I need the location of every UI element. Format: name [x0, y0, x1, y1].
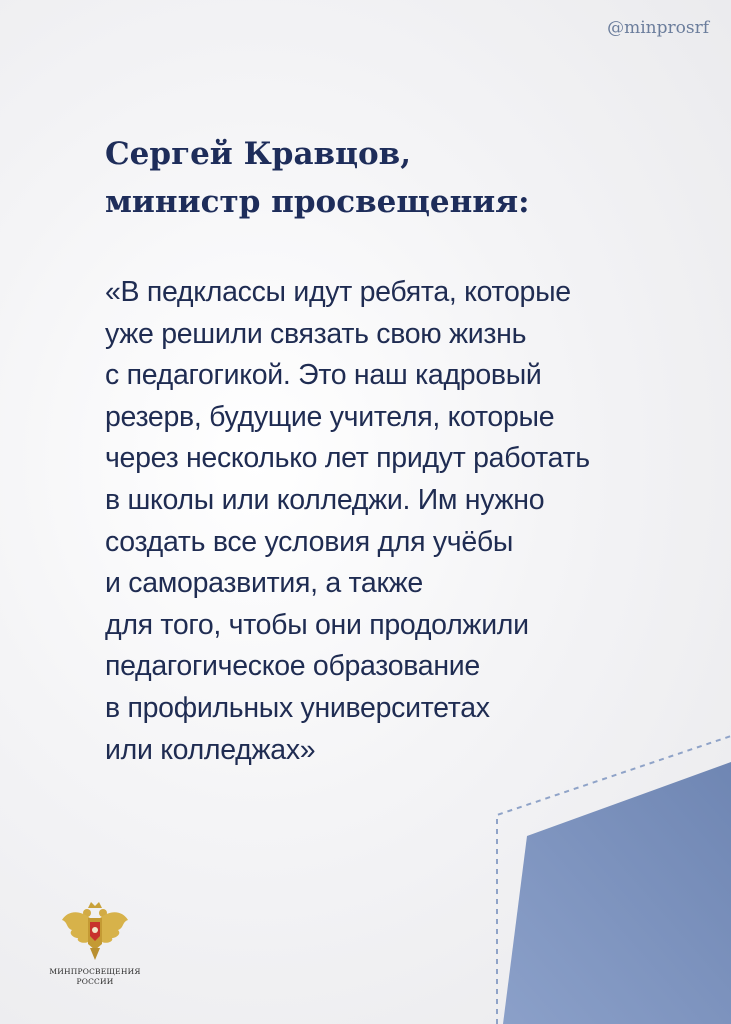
quote-line: через несколько лет придут работать: [105, 442, 590, 475]
quote-line: в профильных университетах: [105, 691, 490, 724]
quote-line: педагогическое образование: [105, 650, 480, 683]
quote-line: для того, чтобы они продолжили: [105, 608, 529, 641]
quote-line: с педагогикой. Это наш кадровый: [105, 359, 542, 392]
ministry-caption: [40, 967, 150, 987]
ministry-caption-line: МИНПРОСВЕЩЕНИЯ: [49, 967, 141, 976]
double-headed-eagle-emblem-icon: [60, 900, 130, 962]
quote-line: резерв, будущие учителя, которые: [105, 400, 555, 433]
ministry-caption-line: РОССИИ: [76, 977, 114, 986]
quote-line: создать все условия для учёбы: [105, 525, 514, 558]
speaker-name: Сергей Кравцов,: [105, 136, 411, 172]
speaker-title: министр просвещения:: [105, 184, 530, 220]
quote-line: в школы или колледжи. Им нужно: [105, 483, 545, 516]
quote-line: «В педклассы идут ребята, которые: [105, 276, 571, 308]
social-handle: @minprosrf: [607, 18, 709, 38]
quote-line: или колледжах»: [105, 733, 316, 766]
quote-line: и саморазвития, а также: [105, 567, 423, 600]
ministry-logo: [40, 900, 150, 987]
quote-line: уже решили связать свою жизнь: [105, 317, 527, 350]
